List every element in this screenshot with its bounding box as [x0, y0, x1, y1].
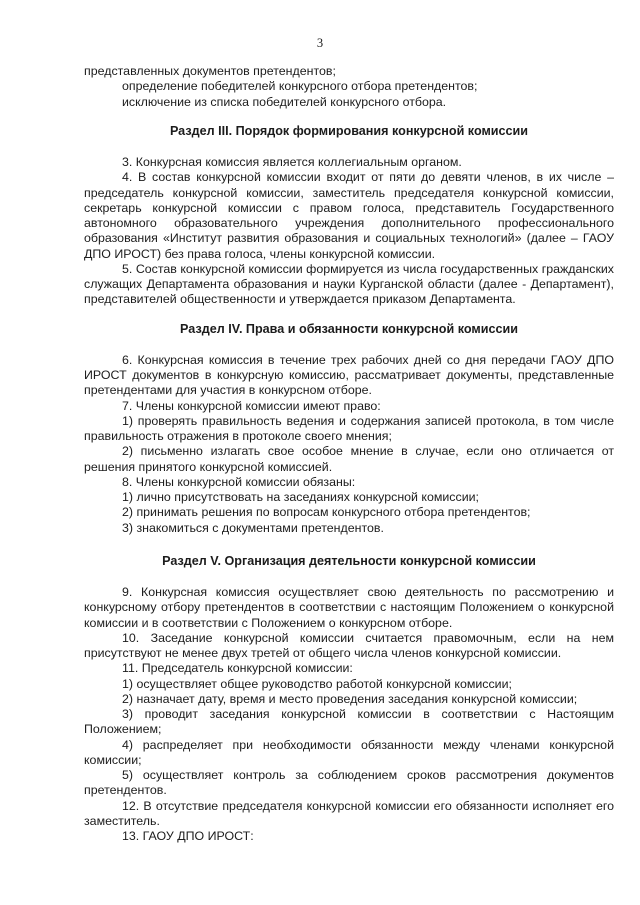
list-item: 2) назначает дату, время и место проведения заседания конкурсной комиссии; — [122, 691, 578, 706]
section-heading-4: Раздел IV. Права и обязанности конкурсной комиссии — [180, 321, 518, 336]
paragraph: 13. ГАОУ ДПО ИРОСТ: — [122, 829, 254, 843]
section-heading-3: Раздел III. Порядок формирования конкурсной комиссии — [169, 123, 529, 138]
list-item: 3) проводит заседания конкурсной комиссии в соответствии с Настоящим Положением; — [84, 707, 614, 737]
list-item: 1) лично присутствовать на заседаниях конкурсной комиссии; — [122, 490, 479, 504]
list-item: исключение из списка победителей конкурсного отбора. — [122, 94, 447, 109]
list-continuation: представленных документов претендентов; — [84, 64, 336, 78]
list-item: 3) знакомиться с документами претендентов. — [122, 520, 384, 535]
paragraph: 7. Члены конкурсной комиссии имеют право: — [122, 398, 381, 413]
list-item: 5) осуществляет контроль за соблюдением сроков рассмотрения документов претендентов. — [84, 768, 614, 798]
paragraph: 8. Члены конкурсной комиссии обязаны: — [122, 474, 356, 489]
paragraph: 12. В отсутствие председателя конкурсной комиссии его обязанности исполняет его заместитель. — [84, 798, 614, 828]
page-number: 3 — [316, 36, 324, 50]
list-item: определение победителей конкурсного отбора претендентов; — [122, 79, 478, 94]
section-heading-5: Раздел V. Организация деятельности конкурсной комиссии — [162, 553, 536, 568]
paragraph: 6. Конкурсная комиссия в течение трех рабочих дней со дня передачи ГАОУ ДПО ИРОСТ документов в конкурсную комиссию, рассматривает документы, представленные претендентами для участия в конкурсном отборе. — [84, 352, 614, 398]
list-item: 2) письменно излагать свое особое мнение в случае, если оно отличается от решения принятого конкурсной комиссией. — [84, 444, 614, 474]
paragraph: 5. Состав конкурсной комиссии формируется из числа государственных гражданских служащих Департамента образования и науки Курганской области (далее - Департамент), представителей общественности и утверждается приказом Департамента. — [84, 261, 614, 307]
list-item: 1) проверять правильность ведения и содержания записей протокола, в том числе правильность отражения в протоколе своего мнения; — [84, 413, 614, 443]
document-body — [84, 64, 614, 844]
paragraph: 9. Конкурсная комиссия осуществляет свою деятельность по рассмотрению и конкурсному отбору претендентов в соответствии с настоящим Положением о конкурсной комиссии и в соответствии с Положением о конкурсном отборе. — [84, 585, 614, 630]
paragraph: 4. В состав конкурсной комиссии входит от пяти до девяти членов, в их числе – председатель конкурсной комиссии, заместитель председателя конкурсной комиссии, секретарь конкурсной комиссии с правом голоса, представитель Государственного автономного образовательного учреждения дополнительного профессионального образования «Институт развития образования и социальных технологий» (далее – ГАОУ ДПО ИРОСТ) без права голоса, члены конкурсной комиссии. — [84, 170, 614, 261]
list-item: 1) осуществляет общее руководство работой конкурсной комиссии; — [122, 676, 512, 691]
paragraph: 3. Конкурсная комиссия является коллегиальным органом. — [122, 155, 462, 169]
list-item: 4) распределяет при необходимости обязанности между членами конкурсной комиссии; — [84, 737, 614, 767]
list-item: 2) принимать решения по вопросам конкурсного отбора претендентов; — [122, 505, 531, 520]
paragraph: 10. Заседание конкурсной комиссии считается правомочным, если на нем присутствуют не менее двух третей от общего числа членов конкурсной комиссии. — [84, 630, 614, 660]
paragraph: 11. Председатель конкурсной комиссии: — [122, 661, 353, 676]
